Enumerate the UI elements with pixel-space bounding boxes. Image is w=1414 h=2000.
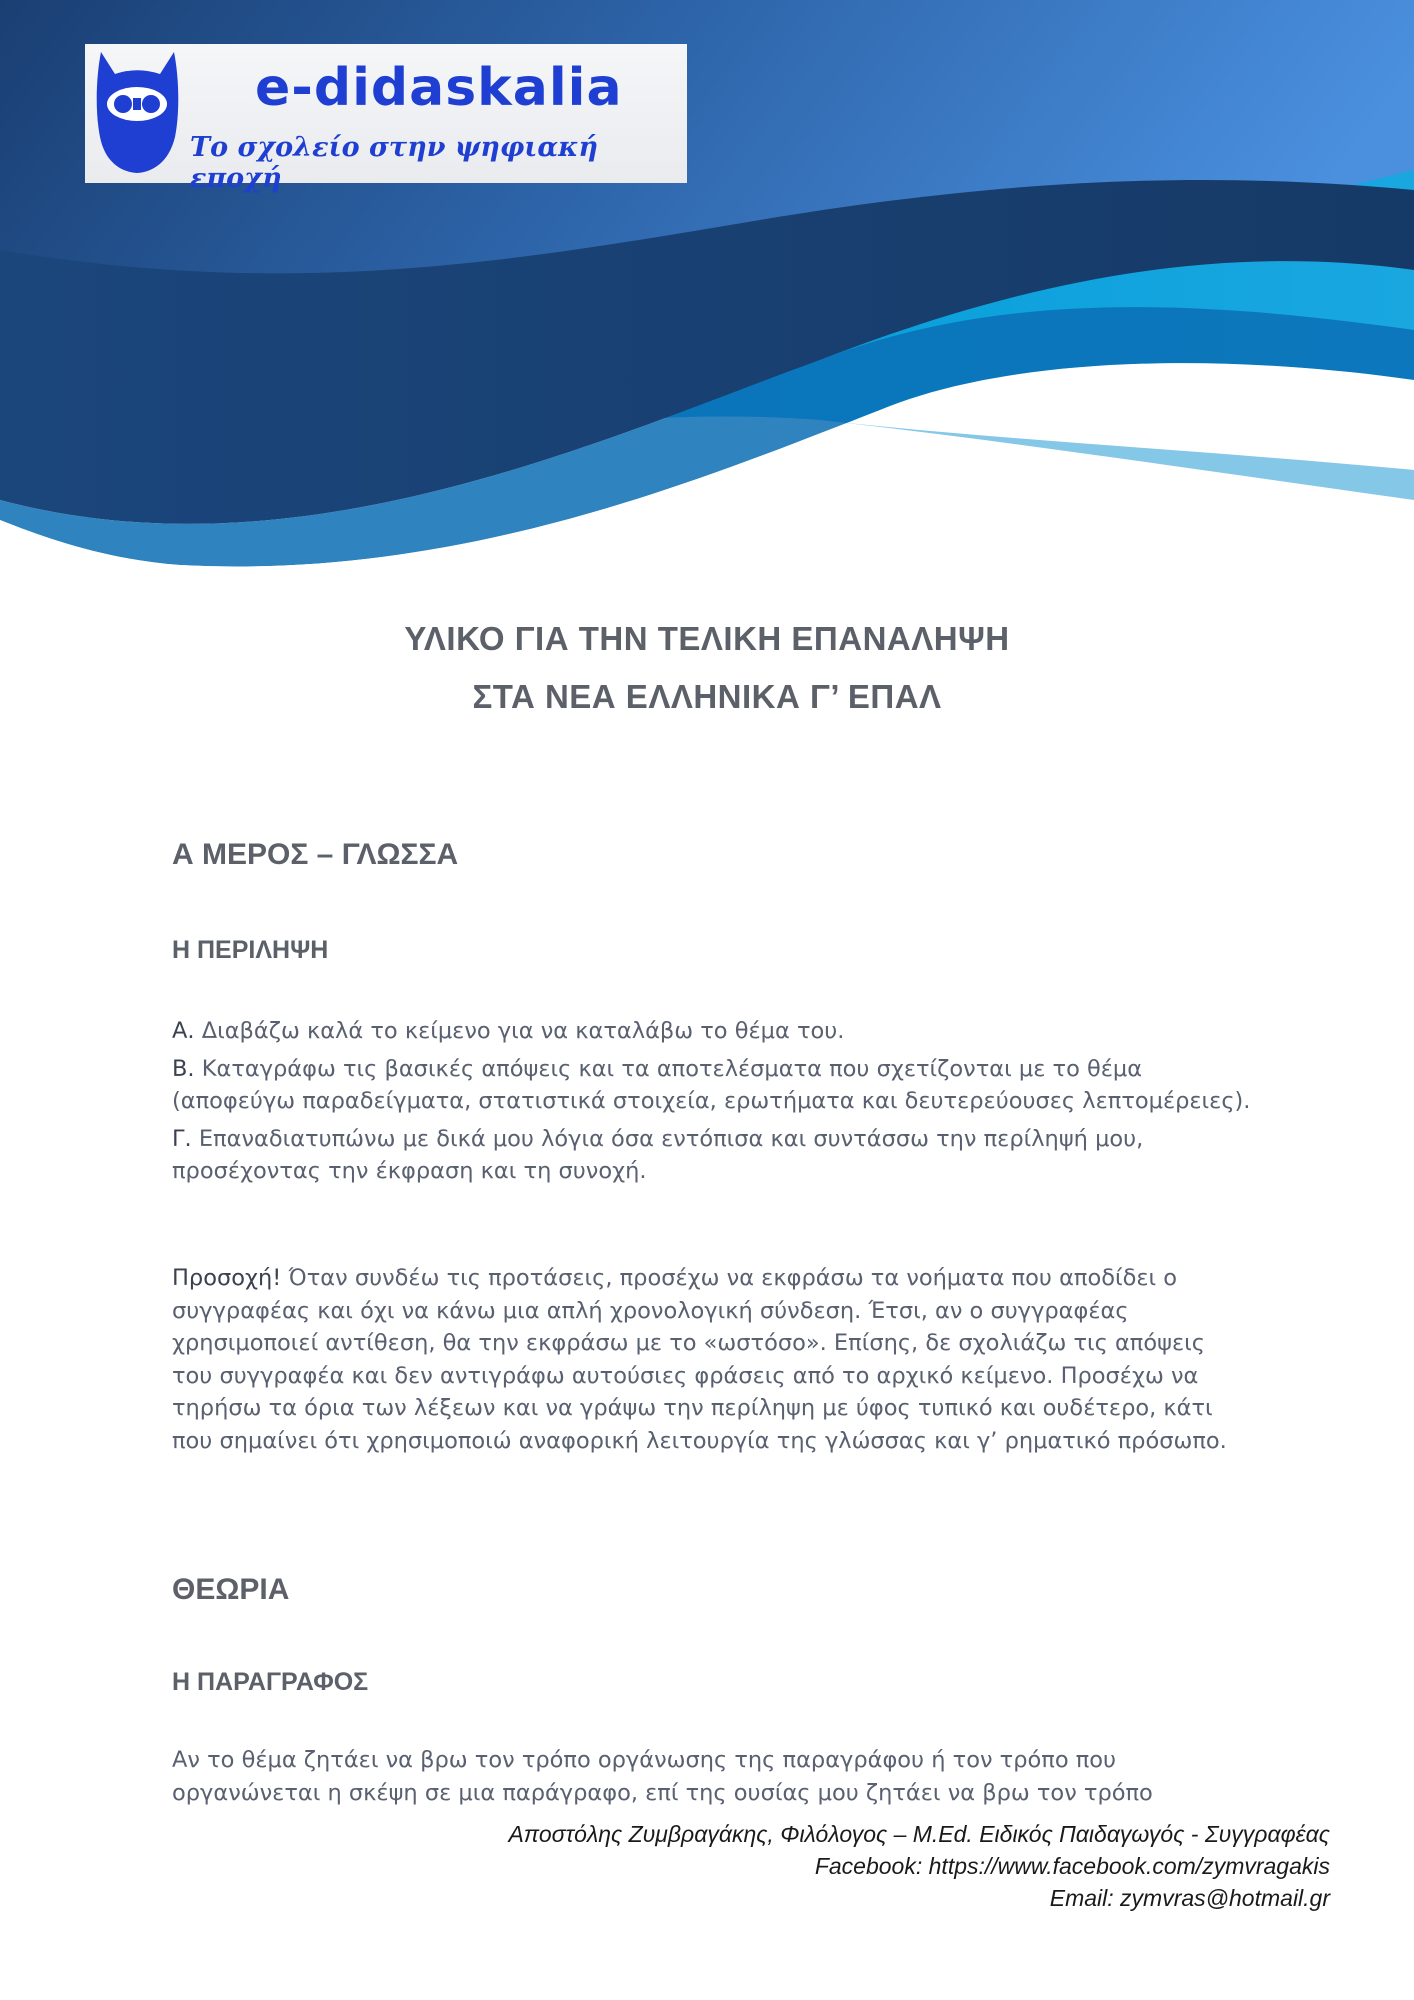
step-text: Διαβάζω καλά το κείμενο για να καταλάβω το θέμα του. bbox=[201, 1018, 845, 1044]
attention-label: Προσοχή! bbox=[172, 1265, 282, 1291]
logo-tagline: Το σχολείο στην ψηφιακή εποχή bbox=[190, 132, 599, 194]
step-label: Β. bbox=[172, 1055, 195, 1082]
document-title-line-1: ΥΛΙΚΟ ΓΙΑ ΤΗΝ ΤΕΛΙΚΗ ΕΠΑΝΑΛΗΨΗ bbox=[404, 620, 1010, 657]
footer-author: Αποστόλης Ζυμβραγάκης, Φιλόλογος – M.Ed. Ειδικός Παιδαγωγός - Συγγραφέας bbox=[508, 1821, 1330, 1847]
step-label: Γ. bbox=[172, 1125, 192, 1152]
section-heading-theory: ΘΕΩΡΙΑ bbox=[172, 1573, 290, 1606]
logo-name: e-didaskalia bbox=[255, 58, 623, 118]
section-heading-language: Α ΜΕΡΟΣ – ΓΛΩΣΣΑ bbox=[172, 838, 459, 871]
subheading-summary: Η ΠΕΡΙΛΗΨΗ bbox=[172, 936, 329, 964]
step-label: Α. bbox=[172, 1018, 195, 1044]
document-title-line-2: ΣΤΑ ΝΕΑ ΕΛΛΗΝΙΚΑ Γ’ ΕΠΑΛ bbox=[472, 678, 942, 715]
subheading-paragraph: Η ΠΑΡΑΓΡΑΦΟΣ bbox=[172, 1668, 369, 1696]
page-footer bbox=[508, 1818, 1330, 1914]
site-logo[interactable] bbox=[85, 44, 687, 194]
list-item bbox=[172, 1123, 1252, 1188]
document-title bbox=[0, 610, 1414, 726]
step-text: Επαναδιατυπώνω με δικά μου λόγια όσα εντόπισα και συντάσσω την περίληψή μου, προσέχοντας την έκφραση και τη συνοχή. bbox=[172, 1125, 1144, 1184]
summary-steps bbox=[172, 1015, 1252, 1193]
list-item bbox=[172, 1015, 1252, 1048]
footer-facebook-link[interactable]: Facebook: https://www.facebook.com/zymvragakis bbox=[814, 1853, 1330, 1879]
paragraph-theory-text bbox=[172, 1744, 1252, 1814]
step-text: Καταγράφω τις βασικές απόψεις και τα αποτελέσματα που σχετίζονται με το θέμα (αποφεύγω παραδείγματα, στατιστικά στοιχεία, ερωτήματα και δευτερεύουσες λεπτομέρειες). bbox=[172, 1055, 1251, 1114]
owl-mask-icon bbox=[95, 52, 180, 174]
list-item bbox=[172, 1053, 1252, 1118]
attention-text: Όταν συνδέω τις προτάσεις, προσέχω να εκφράσω τα νοήματα που αποδίδει ο συγγραφέας και όχι να κάνω μια απλή χρονολογική σύνδεση. Έτσι, αν ο συγγραφέας χρησιμοποιεί αντίθεση, θα την εκφράσω με το «ωστόσο». Επίσης, δε σχολιάζω τις απόψεις του συγγραφέα και δεν αντιγράφω αυτούσιες φράσεις από το αρχικό κείμενο. Προσέχω να τηρήσω τα όρια των λέξεων και να γράψω την περίληψη με ύφος τυπικό και ουδέτερο, κάτι που σημαίνει ότι χρησιμοποιώ αναφορική λειτουργία της γλώσσας και γ’ ρηματικό πρόσωπο. bbox=[172, 1265, 1227, 1454]
theory-text: Αν το θέμα ζητάει να βρω τον τρόπο οργάνωσης της παραγράφου ή τον τρόπο που οργανώνεται η σκέψη σε μια παράγραφο, επί της ουσίας μου ζητάει να βρω τον τρόπο bbox=[172, 1747, 1153, 1806]
attention-note bbox=[172, 1262, 1252, 1462]
footer-email-link[interactable]: Email: zymvras@hotmail.gr bbox=[1049, 1885, 1330, 1911]
